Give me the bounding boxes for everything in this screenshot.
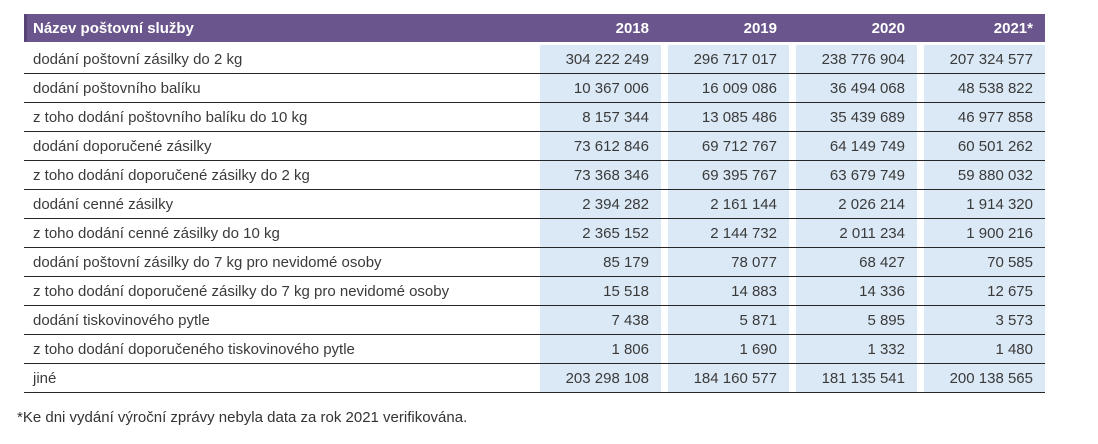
- value-cell: 2 161 144: [668, 190, 789, 218]
- table-row: [24, 161, 1045, 190]
- table-row: [24, 306, 1045, 335]
- table-row: [24, 103, 1045, 132]
- service-name-cell: dodání poštovní zásilky do 2 kg: [33, 50, 243, 68]
- value-cell: 64 149 749: [796, 132, 917, 160]
- value-cell: 5 871: [668, 306, 789, 334]
- table-row: [24, 277, 1045, 306]
- value-cell: 73 368 346: [540, 161, 661, 189]
- column-header-year-2019: 2019: [743, 19, 777, 37]
- value-cell: 14 883: [668, 277, 789, 305]
- value-cell: 1 690: [668, 335, 789, 363]
- value-cell: 46 977 858: [924, 103, 1045, 131]
- value-cell: 203 298 108: [540, 364, 661, 392]
- value-cell: 14 336: [796, 277, 917, 305]
- value-cell: 2 144 732: [668, 219, 789, 247]
- service-name-cell: z toho dodání doporučeného tiskovinového pytle: [33, 340, 355, 358]
- value-cell: 10 367 006: [540, 74, 661, 102]
- value-cell: 184 160 577: [668, 364, 789, 392]
- value-cell: 68 427: [796, 248, 917, 276]
- footnote: *Ke dni vydání výroční zprávy nebyla data za rok 2021 verifikována.: [17, 409, 468, 426]
- value-cell: 181 135 541: [796, 364, 917, 392]
- table-row: [24, 364, 1045, 393]
- table-row: [24, 248, 1045, 277]
- value-cell: 15 518: [540, 277, 661, 305]
- value-cell: 1 914 320: [924, 190, 1045, 218]
- service-name-cell: dodání poštovního balíku: [33, 79, 201, 97]
- value-cell: 207 324 577: [924, 45, 1045, 73]
- value-cell: 63 679 749: [796, 161, 917, 189]
- value-cell: 35 439 689: [796, 103, 917, 131]
- value-cell: 5 895: [796, 306, 917, 334]
- column-header-service-name: Název poštovní služby: [33, 19, 194, 37]
- value-cell: 2 365 152: [540, 219, 661, 247]
- postal-services-table: [24, 14, 1045, 393]
- value-cell: 36 494 068: [796, 74, 917, 102]
- service-name-cell: dodání doporučené zásilky: [33, 137, 212, 155]
- value-cell: 59 880 032: [924, 161, 1045, 189]
- value-cell: 8 157 344: [540, 103, 661, 131]
- value-cell: 13 085 486: [668, 103, 789, 131]
- value-cell: 1 332: [796, 335, 917, 363]
- value-cell: 60 501 262: [924, 132, 1045, 160]
- table-row: [24, 190, 1045, 219]
- value-cell: 70 585: [924, 248, 1045, 276]
- table-row: [24, 219, 1045, 248]
- service-name-cell: jiné: [33, 369, 57, 387]
- service-name-cell: z toho dodání poštovního balíku do 10 kg: [33, 108, 308, 126]
- value-cell: 1 806: [540, 335, 661, 363]
- column-header-year-2020: 2020: [871, 19, 905, 37]
- value-cell: 2 026 214: [796, 190, 917, 218]
- table-row: [24, 74, 1045, 103]
- value-cell: 69 712 767: [668, 132, 789, 160]
- value-cell: 69 395 767: [668, 161, 789, 189]
- column-header-year-2018: 2018: [615, 19, 649, 37]
- value-cell: 238 776 904: [796, 45, 917, 73]
- table-header-row: [24, 14, 1045, 42]
- value-cell: 85 179: [540, 248, 661, 276]
- value-cell: 200 138 565: [924, 364, 1045, 392]
- value-cell: 3 573: [924, 306, 1045, 334]
- value-cell: 12 675: [924, 277, 1045, 305]
- service-name-cell: dodání poštovní zásilky do 7 kg pro nevidomé osoby: [33, 253, 382, 271]
- value-cell: 304 222 249: [540, 45, 661, 73]
- value-cell: 78 077: [668, 248, 789, 276]
- table-row: [24, 335, 1045, 364]
- value-cell: 73 612 846: [540, 132, 661, 160]
- value-cell: 16 009 086: [668, 74, 789, 102]
- table-body: [24, 45, 1045, 393]
- service-name-cell: dodání cenné zásilky: [33, 195, 174, 213]
- table-row: [24, 132, 1045, 161]
- value-cell: 2 394 282: [540, 190, 661, 218]
- value-cell: 1 900 216: [924, 219, 1045, 247]
- service-name-cell: z toho dodání doporučené zásilky do 7 kg pro nevidomé osoby: [33, 282, 450, 300]
- value-cell: 7 438: [540, 306, 661, 334]
- service-name-cell: dodání tiskovinového pytle: [33, 311, 210, 329]
- value-cell: 1 480: [924, 335, 1045, 363]
- service-name-cell: z toho dodání doporučené zásilky do 2 kg: [33, 166, 310, 184]
- value-cell: 48 538 822: [924, 74, 1045, 102]
- service-name-cell: z toho dodání cenné zásilky do 10 kg: [33, 224, 280, 242]
- value-cell: 2 011 234: [796, 219, 917, 247]
- column-header-year-2021: 2021*: [993, 19, 1033, 37]
- table-row: [24, 45, 1045, 74]
- value-cell: 296 717 017: [668, 45, 789, 73]
